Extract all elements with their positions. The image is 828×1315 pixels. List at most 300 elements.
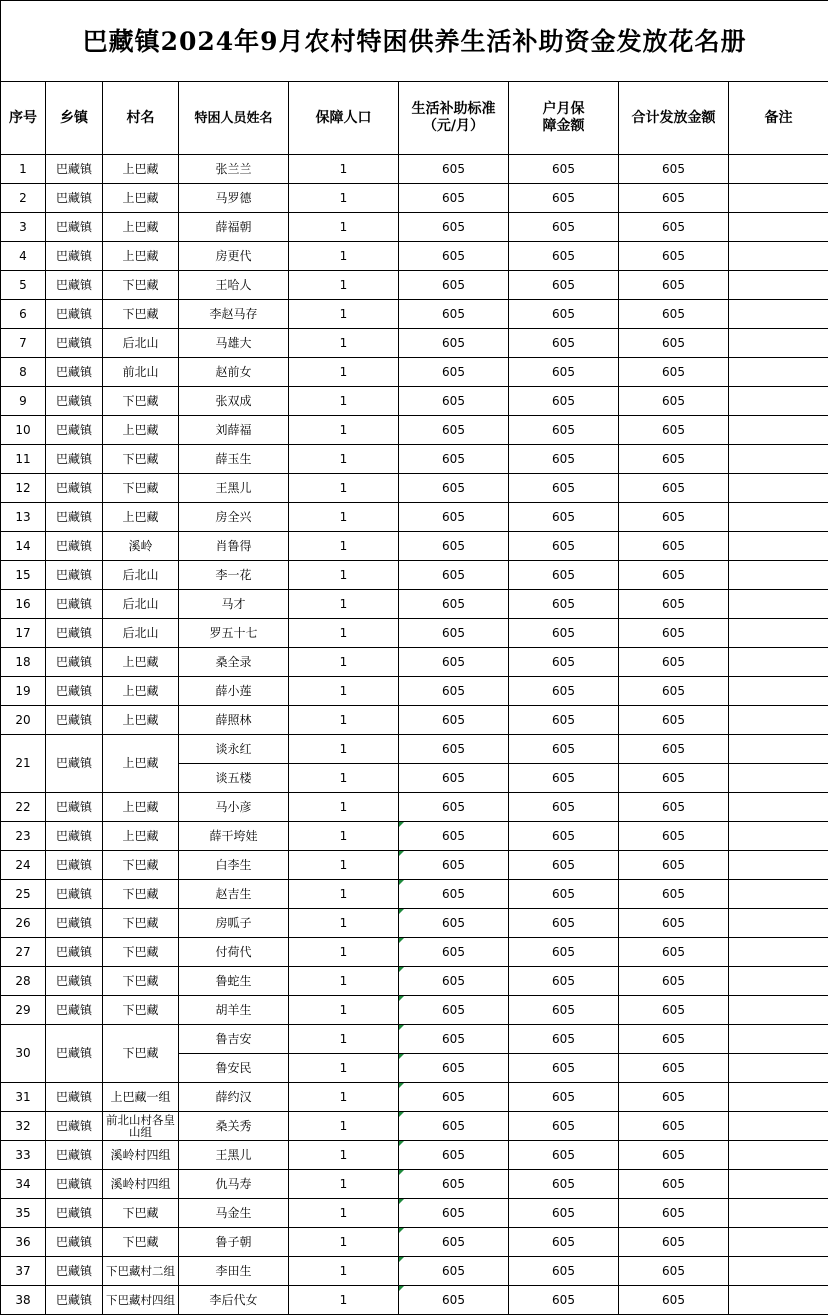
cell-note[interactable]	[729, 1112, 828, 1141]
cell-note[interactable]	[729, 1025, 828, 1054]
cell-standard[interactable]: 605	[399, 938, 509, 967]
cell-total[interactable]: 605	[619, 1257, 729, 1286]
cell-name[interactable]: 仇马寿	[179, 1170, 289, 1199]
cell-seq[interactable]: 17	[1, 619, 46, 648]
cell-note[interactable]	[729, 416, 828, 445]
cell-seq[interactable]: 24	[1, 851, 46, 880]
cell-note[interactable]	[729, 329, 828, 358]
cell-name[interactable]: 鲁蛇生	[179, 967, 289, 996]
cell-standard[interactable]: 605	[399, 532, 509, 561]
cell-seq[interactable]: 3	[1, 213, 46, 242]
header-total[interactable]: 合计发放金额	[619, 82, 729, 155]
cell-population[interactable]: 1	[289, 1170, 399, 1199]
cell-household-amount[interactable]: 605	[509, 445, 619, 474]
cell-population[interactable]: 1	[289, 648, 399, 677]
cell-seq[interactable]: 32	[1, 1112, 46, 1141]
cell-seq[interactable]: 30	[1, 1025, 46, 1083]
cell-note[interactable]	[729, 387, 828, 416]
cell-seq[interactable]: 21	[1, 735, 46, 793]
cell-total[interactable]: 605	[619, 416, 729, 445]
cell-population[interactable]: 1	[289, 677, 399, 706]
cell-town[interactable]: 巴藏镇	[46, 474, 103, 503]
cell-note[interactable]	[729, 880, 828, 909]
cell-total[interactable]: 605	[619, 1083, 729, 1112]
cell-population[interactable]: 1	[289, 1112, 399, 1141]
cell-village[interactable]: 下巴藏	[103, 300, 179, 329]
cell-household-amount[interactable]: 605	[509, 590, 619, 619]
cell-village[interactable]: 下巴藏	[103, 996, 179, 1025]
cell-standard[interactable]: 605	[399, 300, 509, 329]
cell-standard[interactable]: 605	[399, 503, 509, 532]
cell-note[interactable]	[729, 1054, 828, 1083]
cell-total[interactable]: 605	[619, 735, 729, 764]
cell-name[interactable]: 桑全录	[179, 648, 289, 677]
cell-total[interactable]: 605	[619, 387, 729, 416]
cell-household-amount[interactable]: 605	[509, 184, 619, 213]
cell-household-amount[interactable]: 605	[509, 880, 619, 909]
cell-note[interactable]	[729, 851, 828, 880]
cell-name[interactable]: 马小彦	[179, 793, 289, 822]
cell-town[interactable]: 巴藏镇	[46, 532, 103, 561]
cell-seq[interactable]: 23	[1, 822, 46, 851]
cell-standard[interactable]: 605	[399, 474, 509, 503]
cell-note[interactable]	[729, 532, 828, 561]
cell-seq[interactable]: 20	[1, 706, 46, 735]
cell-household-amount[interactable]: 605	[509, 1141, 619, 1170]
cell-population[interactable]: 1	[289, 445, 399, 474]
cell-household-amount[interactable]: 605	[509, 474, 619, 503]
cell-total[interactable]: 605	[619, 271, 729, 300]
cell-seq[interactable]: 14	[1, 532, 46, 561]
cell-standard[interactable]: 605	[399, 764, 509, 793]
cell-village[interactable]: 下巴藏	[103, 967, 179, 996]
cell-standard[interactable]: 605	[399, 1025, 509, 1054]
cell-town[interactable]: 巴藏镇	[46, 561, 103, 590]
cell-town[interactable]: 巴藏镇	[46, 909, 103, 938]
cell-name[interactable]: 王哈人	[179, 271, 289, 300]
cell-total[interactable]: 605	[619, 561, 729, 590]
cell-name[interactable]: 薛小莲	[179, 677, 289, 706]
cell-total[interactable]: 605	[619, 358, 729, 387]
cell-population[interactable]: 1	[289, 271, 399, 300]
cell-note[interactable]	[729, 996, 828, 1025]
cell-total[interactable]: 605	[619, 967, 729, 996]
cell-seq[interactable]: 18	[1, 648, 46, 677]
cell-total[interactable]: 605	[619, 1141, 729, 1170]
cell-population[interactable]: 1	[289, 851, 399, 880]
cell-note[interactable]	[729, 822, 828, 851]
cell-standard[interactable]: 605	[399, 329, 509, 358]
cell-name[interactable]: 鲁子朝	[179, 1228, 289, 1257]
cell-name[interactable]: 马才	[179, 590, 289, 619]
cell-total[interactable]: 605	[619, 184, 729, 213]
header-seq[interactable]: 序号	[1, 82, 46, 155]
cell-town[interactable]: 巴藏镇	[46, 1170, 103, 1199]
cell-note[interactable]	[729, 1199, 828, 1228]
cell-seq[interactable]: 26	[1, 909, 46, 938]
cell-total[interactable]: 605	[619, 155, 729, 184]
cell-town[interactable]: 巴藏镇	[46, 677, 103, 706]
cell-total[interactable]: 605	[619, 880, 729, 909]
cell-town[interactable]: 巴藏镇	[46, 445, 103, 474]
cell-name[interactable]: 李后代女	[179, 1286, 289, 1315]
cell-name[interactable]: 薛福朝	[179, 213, 289, 242]
cell-population[interactable]: 1	[289, 1228, 399, 1257]
cell-name[interactable]: 薛约汉	[179, 1083, 289, 1112]
cell-household-amount[interactable]: 605	[509, 155, 619, 184]
cell-village[interactable]: 下巴藏	[103, 387, 179, 416]
cell-note[interactable]	[729, 1257, 828, 1286]
cell-population[interactable]: 1	[289, 474, 399, 503]
cell-note[interactable]	[729, 300, 828, 329]
header-village[interactable]: 村名	[103, 82, 179, 155]
cell-population[interactable]: 1	[289, 880, 399, 909]
cell-population[interactable]: 1	[289, 1054, 399, 1083]
cell-seq[interactable]: 22	[1, 793, 46, 822]
cell-seq[interactable]: 5	[1, 271, 46, 300]
cell-village[interactable]: 下巴藏	[103, 271, 179, 300]
cell-name[interactable]: 房呱子	[179, 909, 289, 938]
cell-town[interactable]: 巴藏镇	[46, 880, 103, 909]
cell-standard[interactable]: 605	[399, 1054, 509, 1083]
cell-town[interactable]: 巴藏镇	[46, 358, 103, 387]
cell-seq[interactable]: 37	[1, 1257, 46, 1286]
cell-standard[interactable]: 605	[399, 822, 509, 851]
cell-note[interactable]	[729, 735, 828, 764]
cell-total[interactable]: 605	[619, 822, 729, 851]
cell-village[interactable]: 下巴藏	[103, 880, 179, 909]
cell-population[interactable]: 1	[289, 1025, 399, 1054]
cell-name[interactable]: 赵前女	[179, 358, 289, 387]
cell-total[interactable]: 605	[619, 648, 729, 677]
cell-population[interactable]: 1	[289, 967, 399, 996]
cell-total[interactable]: 605	[619, 213, 729, 242]
cell-standard[interactable]: 605	[399, 271, 509, 300]
cell-population[interactable]: 1	[289, 1286, 399, 1315]
cell-note[interactable]	[729, 242, 828, 271]
cell-population[interactable]: 1	[289, 155, 399, 184]
cell-total[interactable]: 605	[619, 909, 729, 938]
sheet-title[interactable]: 巴藏镇2024年9月农村特困供养生活补助资金发放花名册	[1, 1, 828, 82]
cell-household-amount[interactable]: 605	[509, 967, 619, 996]
cell-seq[interactable]: 13	[1, 503, 46, 532]
cell-note[interactable]	[729, 793, 828, 822]
cell-name[interactable]: 李田生	[179, 1257, 289, 1286]
cell-total[interactable]: 605	[619, 1199, 729, 1228]
cell-population[interactable]: 1	[289, 909, 399, 938]
cell-total[interactable]: 605	[619, 1228, 729, 1257]
cell-name[interactable]: 谈永红	[179, 735, 289, 764]
cell-seq[interactable]: 8	[1, 358, 46, 387]
cell-village[interactable]: 下巴藏	[103, 909, 179, 938]
cell-village[interactable]: 下巴藏	[103, 474, 179, 503]
cell-household-amount[interactable]: 605	[509, 909, 619, 938]
cell-town[interactable]: 巴藏镇	[46, 503, 103, 532]
cell-total[interactable]: 605	[619, 938, 729, 967]
cell-seq[interactable]: 38	[1, 1286, 46, 1315]
cell-standard[interactable]: 605	[399, 1228, 509, 1257]
cell-population[interactable]: 1	[289, 242, 399, 271]
cell-town[interactable]: 巴藏镇	[46, 155, 103, 184]
cell-population[interactable]: 1	[289, 735, 399, 764]
cell-note[interactable]	[729, 706, 828, 735]
cell-name[interactable]: 王黑儿	[179, 474, 289, 503]
cell-name[interactable]: 马罗德	[179, 184, 289, 213]
cell-seq[interactable]: 1	[1, 155, 46, 184]
cell-standard[interactable]: 605	[399, 1199, 509, 1228]
cell-seq[interactable]: 2	[1, 184, 46, 213]
header-note[interactable]: 备注	[729, 82, 828, 155]
cell-population[interactable]: 1	[289, 1199, 399, 1228]
cell-household-amount[interactable]: 605	[509, 329, 619, 358]
cell-total[interactable]: 605	[619, 242, 729, 271]
cell-household-amount[interactable]: 605	[509, 1083, 619, 1112]
cell-town[interactable]: 巴藏镇	[46, 1141, 103, 1170]
cell-town[interactable]: 巴藏镇	[46, 938, 103, 967]
cell-standard[interactable]: 605	[399, 851, 509, 880]
cell-household-amount[interactable]: 605	[509, 532, 619, 561]
cell-village[interactable]: 上巴藏	[103, 155, 179, 184]
cell-village[interactable]: 后北山	[103, 561, 179, 590]
cell-standard[interactable]: 605	[399, 1141, 509, 1170]
cell-household-amount[interactable]: 605	[509, 503, 619, 532]
cell-name[interactable]: 房更代	[179, 242, 289, 271]
cell-population[interactable]: 1	[289, 387, 399, 416]
cell-note[interactable]	[729, 474, 828, 503]
cell-note[interactable]	[729, 358, 828, 387]
cell-standard[interactable]: 605	[399, 590, 509, 619]
cell-seq[interactable]: 35	[1, 1199, 46, 1228]
cell-village[interactable]: 上巴藏一组	[103, 1083, 179, 1112]
cell-population[interactable]: 1	[289, 706, 399, 735]
cell-seq[interactable]: 7	[1, 329, 46, 358]
cell-standard[interactable]: 605	[399, 793, 509, 822]
cell-village[interactable]: 下巴藏村二组	[103, 1257, 179, 1286]
cell-household-amount[interactable]: 605	[509, 561, 619, 590]
cell-note[interactable]	[729, 1170, 828, 1199]
cell-household-amount[interactable]: 605	[509, 1112, 619, 1141]
cell-population[interactable]: 1	[289, 1257, 399, 1286]
cell-household-amount[interactable]: 605	[509, 996, 619, 1025]
cell-standard[interactable]: 605	[399, 996, 509, 1025]
cell-standard[interactable]: 605	[399, 1112, 509, 1141]
cell-note[interactable]	[729, 1286, 828, 1315]
cell-population[interactable]: 1	[289, 619, 399, 648]
cell-village[interactable]: 前北山	[103, 358, 179, 387]
cell-total[interactable]: 605	[619, 793, 729, 822]
cell-note[interactable]	[729, 619, 828, 648]
cell-name[interactable]: 王黑儿	[179, 1141, 289, 1170]
cell-village[interactable]: 后北山	[103, 619, 179, 648]
cell-population[interactable]: 1	[289, 938, 399, 967]
cell-town[interactable]: 巴藏镇	[46, 648, 103, 677]
cell-village[interactable]: 前北山村各皇山组	[103, 1112, 179, 1141]
cell-name[interactable]: 谈五楼	[179, 764, 289, 793]
cell-household-amount[interactable]: 605	[509, 1257, 619, 1286]
cell-standard[interactable]: 605	[399, 619, 509, 648]
cell-population[interactable]: 1	[289, 184, 399, 213]
cell-village[interactable]: 下巴藏	[103, 851, 179, 880]
cell-total[interactable]: 605	[619, 996, 729, 1025]
cell-population[interactable]: 1	[289, 329, 399, 358]
cell-population[interactable]: 1	[289, 300, 399, 329]
cell-note[interactable]	[729, 648, 828, 677]
cell-household-amount[interactable]: 605	[509, 648, 619, 677]
cell-seq[interactable]: 34	[1, 1170, 46, 1199]
cell-town[interactable]: 巴藏镇	[46, 967, 103, 996]
cell-standard[interactable]: 605	[399, 184, 509, 213]
cell-town[interactable]: 巴藏镇	[46, 184, 103, 213]
cell-name[interactable]: 罗五十七	[179, 619, 289, 648]
cell-population[interactable]: 1	[289, 416, 399, 445]
cell-household-amount[interactable]: 605	[509, 938, 619, 967]
cell-note[interactable]	[729, 967, 828, 996]
cell-village[interactable]: 下巴藏	[103, 1199, 179, 1228]
cell-seq[interactable]: 15	[1, 561, 46, 590]
cell-household-amount[interactable]: 605	[509, 1228, 619, 1257]
cell-village[interactable]: 上巴藏	[103, 677, 179, 706]
cell-population[interactable]: 1	[289, 590, 399, 619]
cell-town[interactable]: 巴藏镇	[46, 242, 103, 271]
cell-seq[interactable]: 16	[1, 590, 46, 619]
cell-name[interactable]: 桑关秀	[179, 1112, 289, 1141]
cell-town[interactable]: 巴藏镇	[46, 1112, 103, 1141]
header-name[interactable]: 特困人员姓名	[179, 82, 289, 155]
cell-town[interactable]: 巴藏镇	[46, 619, 103, 648]
cell-town[interactable]: 巴藏镇	[46, 1025, 103, 1083]
cell-household-amount[interactable]: 605	[509, 1054, 619, 1083]
cell-village[interactable]: 后北山	[103, 329, 179, 358]
cell-village[interactable]: 溪岭	[103, 532, 179, 561]
cell-total[interactable]: 605	[619, 590, 729, 619]
cell-household-amount[interactable]: 605	[509, 764, 619, 793]
cell-name[interactable]: 李赵马存	[179, 300, 289, 329]
cell-total[interactable]: 605	[619, 1170, 729, 1199]
cell-note[interactable]	[729, 909, 828, 938]
cell-household-amount[interactable]: 605	[509, 1170, 619, 1199]
cell-population[interactable]: 1	[289, 793, 399, 822]
cell-seq[interactable]: 25	[1, 880, 46, 909]
cell-village[interactable]: 上巴藏	[103, 213, 179, 242]
header-standard[interactable]: 生活补助标准（元/月）	[399, 82, 509, 155]
cell-total[interactable]: 605	[619, 677, 729, 706]
cell-name[interactable]: 鲁吉安	[179, 1025, 289, 1054]
cell-seq[interactable]: 28	[1, 967, 46, 996]
cell-name[interactable]: 马雄大	[179, 329, 289, 358]
cell-population[interactable]: 1	[289, 764, 399, 793]
cell-town[interactable]: 巴藏镇	[46, 735, 103, 793]
cell-total[interactable]: 605	[619, 619, 729, 648]
cell-population[interactable]: 1	[289, 213, 399, 242]
cell-population[interactable]: 1	[289, 1083, 399, 1112]
cell-household-amount[interactable]: 605	[509, 242, 619, 271]
cell-household-amount[interactable]: 605	[509, 735, 619, 764]
cell-total[interactable]: 605	[619, 1054, 729, 1083]
cell-population[interactable]: 1	[289, 561, 399, 590]
cell-name[interactable]: 张双成	[179, 387, 289, 416]
cell-town[interactable]: 巴藏镇	[46, 996, 103, 1025]
cell-name[interactable]: 马金生	[179, 1199, 289, 1228]
cell-household-amount[interactable]: 605	[509, 300, 619, 329]
cell-household-amount[interactable]: 605	[509, 793, 619, 822]
cell-town[interactable]: 巴藏镇	[46, 1257, 103, 1286]
cell-name[interactable]: 付荷代	[179, 938, 289, 967]
cell-village[interactable]: 后北山	[103, 590, 179, 619]
cell-town[interactable]: 巴藏镇	[46, 822, 103, 851]
cell-name[interactable]: 薛玉生	[179, 445, 289, 474]
cell-name[interactable]: 房全兴	[179, 503, 289, 532]
cell-town[interactable]: 巴藏镇	[46, 851, 103, 880]
cell-household-amount[interactable]: 605	[509, 706, 619, 735]
cell-population[interactable]: 1	[289, 822, 399, 851]
cell-standard[interactable]: 605	[399, 358, 509, 387]
cell-standard[interactable]: 605	[399, 909, 509, 938]
cell-standard[interactable]: 605	[399, 387, 509, 416]
cell-total[interactable]: 605	[619, 851, 729, 880]
cell-total[interactable]: 605	[619, 1286, 729, 1315]
cell-name[interactable]: 肖鲁得	[179, 532, 289, 561]
cell-village[interactable]: 上巴藏	[103, 416, 179, 445]
cell-household-amount[interactable]: 605	[509, 851, 619, 880]
cell-seq[interactable]: 10	[1, 416, 46, 445]
cell-household-amount[interactable]: 605	[509, 1025, 619, 1054]
cell-standard[interactable]: 605	[399, 706, 509, 735]
cell-name[interactable]: 鲁安民	[179, 1054, 289, 1083]
header-household-amount[interactable]: 户月保障金额	[509, 82, 619, 155]
cell-note[interactable]	[729, 1141, 828, 1170]
cell-population[interactable]: 1	[289, 358, 399, 387]
cell-town[interactable]: 巴藏镇	[46, 1228, 103, 1257]
cell-total[interactable]: 605	[619, 445, 729, 474]
cell-note[interactable]	[729, 764, 828, 793]
cell-town[interactable]: 巴藏镇	[46, 590, 103, 619]
cell-town[interactable]: 巴藏镇	[46, 1286, 103, 1315]
cell-population[interactable]: 1	[289, 503, 399, 532]
cell-standard[interactable]: 605	[399, 648, 509, 677]
cell-standard[interactable]: 605	[399, 1257, 509, 1286]
cell-total[interactable]: 605	[619, 329, 729, 358]
cell-village[interactable]: 上巴藏	[103, 706, 179, 735]
cell-village[interactable]: 上巴藏	[103, 503, 179, 532]
cell-town[interactable]: 巴藏镇	[46, 300, 103, 329]
cell-total[interactable]: 605	[619, 474, 729, 503]
cell-note[interactable]	[729, 677, 828, 706]
cell-standard[interactable]: 605	[399, 880, 509, 909]
cell-population[interactable]: 1	[289, 1141, 399, 1170]
cell-village[interactable]: 上巴藏	[103, 648, 179, 677]
cell-total[interactable]: 605	[619, 503, 729, 532]
cell-seq[interactable]: 6	[1, 300, 46, 329]
cell-note[interactable]	[729, 938, 828, 967]
cell-note[interactable]	[729, 184, 828, 213]
cell-household-amount[interactable]: 605	[509, 1199, 619, 1228]
cell-village[interactable]: 下巴藏	[103, 938, 179, 967]
cell-town[interactable]: 巴藏镇	[46, 329, 103, 358]
cell-standard[interactable]: 605	[399, 1083, 509, 1112]
cell-town[interactable]: 巴藏镇	[46, 1083, 103, 1112]
cell-standard[interactable]: 605	[399, 1286, 509, 1315]
cell-seq[interactable]: 36	[1, 1228, 46, 1257]
cell-note[interactable]	[729, 1083, 828, 1112]
cell-household-amount[interactable]: 605	[509, 358, 619, 387]
cell-village[interactable]: 上巴藏	[103, 184, 179, 213]
cell-town[interactable]: 巴藏镇	[46, 213, 103, 242]
cell-household-amount[interactable]: 605	[509, 271, 619, 300]
cell-standard[interactable]: 605	[399, 242, 509, 271]
cell-total[interactable]: 605	[619, 1112, 729, 1141]
cell-village[interactable]: 上巴藏	[103, 242, 179, 271]
cell-seq[interactable]: 33	[1, 1141, 46, 1170]
